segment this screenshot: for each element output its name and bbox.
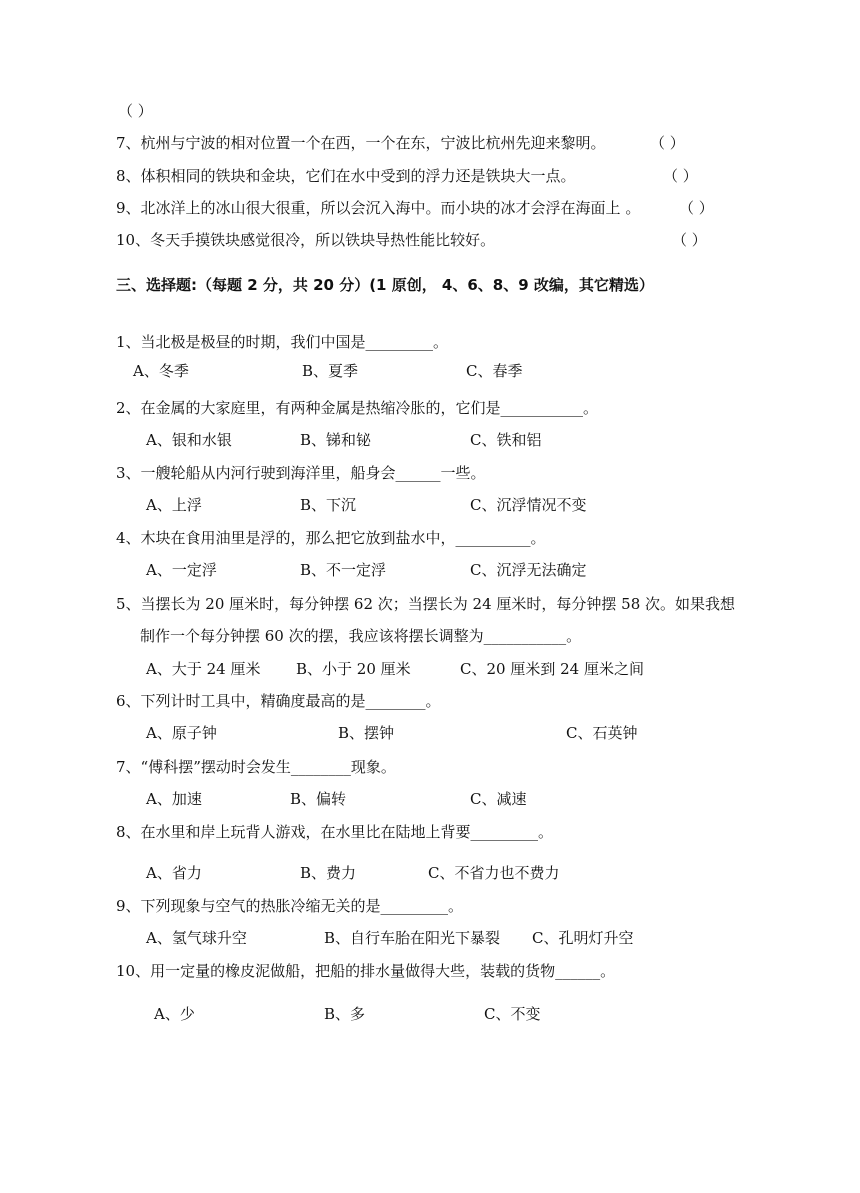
option-b: B、锑和铋 [300,431,372,449]
answer-paren-q9: （ ） [679,199,714,217]
option-b: B、费力 [300,864,357,882]
question-6: 6、下列计时工具中，精确度最高的是________。 [116,692,441,710]
option-c: C、石英钟 [566,724,638,742]
option-b: B、不一定浮 [300,561,387,579]
option-b: B、偏转 [290,790,347,808]
answer-paren-q7: （ ） [650,134,685,152]
option-c: C、20 厘米到 24 厘米之间 [460,660,644,678]
option-c: C、不变 [484,1005,541,1023]
option-a: A、少 [154,1005,195,1023]
question-4: 4、木块在食用油里是浮的，那么把它放到盐水中，__________。 [116,529,546,547]
option-b: B、自行车胎在阳光下暴裂 [324,929,501,947]
option-a: A、上浮 [146,496,202,514]
judgment-item-8: 8、体积相同的铁块和金块，它们在水中受到的浮力还是铁块大一点。 [116,167,576,185]
section-heading: 三、选择题:（每题 2 分，共 20 分）(1 原创， 4、6、8、9 改编，其它精选） [116,276,654,294]
option-c: C、铁和铝 [470,431,542,449]
option-a: A、加速 [146,790,202,808]
option-a: A、冬季 [133,362,189,380]
option-a: A、大于 24 厘米 [146,660,261,678]
option-b: B、小于 20 厘米 [296,660,411,678]
question-9: 9、下列现象与空气的热胀冷缩无关的是_________。 [116,897,464,915]
option-a: A、一定浮 [146,561,217,579]
option-c: C、不省力也不费力 [428,864,560,882]
answer-paren-q6: （ ） [118,102,153,120]
option-b: B、夏季 [302,362,359,380]
question-2: 2、在金属的大家庭里，有两种金属是热缩冷胀的，它们是___________。 [116,399,599,417]
option-b: B、多 [324,1005,366,1023]
question-10: 10、用一定量的橡皮泥做船，把船的排水量做得大些，装载的货物______。 [116,962,616,980]
option-a: A、氢气球升空 [146,929,247,947]
judgment-item-9: 9、北冰洋上的冰山很大很重，所以会沉入海中。而小块的冰才会浮在海面上 。 [116,199,641,217]
judgment-item-10: 10、冬天手摸铁块感觉很冷，所以铁块导热性能比较好。 [116,231,496,249]
option-c: C、沉浮无法确定 [470,561,587,579]
option-c: C、孔明灯升空 [532,929,634,947]
answer-paren-q10: （ ） [672,231,707,249]
option-c: C、沉浮情况不变 [470,496,587,514]
question-8: 8、在水里和岸上玩背人游戏，在水里比在陆地上背要_________。 [116,823,554,841]
option-b: B、摆钟 [338,724,395,742]
judgment-item-7: 7、杭州与宁波的相对位置一个在西，一个在东，宁波比杭州先迎来黎明。 [116,134,606,152]
question-1: 1、当北极是极昼的时期，我们中国是_________。 [116,333,449,351]
answer-paren-q8: （ ） [663,167,698,185]
option-c: C、春季 [466,362,523,380]
option-a: A、省力 [146,864,202,882]
option-a: A、银和水银 [146,431,232,449]
question-7: 7、“傅科摆”摆动时会发生________现象。 [116,758,396,776]
option-a: A、原子钟 [146,724,217,742]
option-c: C、减速 [470,790,527,808]
question-5-continued: 制作一个每分钟摆 60 次的摆，我应该将摆长调整为___________。 [140,627,582,645]
question-3: 3、一艘轮船从内河行驶到海洋里，船身会______一些。 [116,464,486,482]
option-b: B、下沉 [300,496,357,514]
question-5: 5、当摆长为 20 厘米时，每分钟摆 62 次；当摆长为 24 厘米时，每分钟摆 58 次。如果我想 [116,595,736,613]
